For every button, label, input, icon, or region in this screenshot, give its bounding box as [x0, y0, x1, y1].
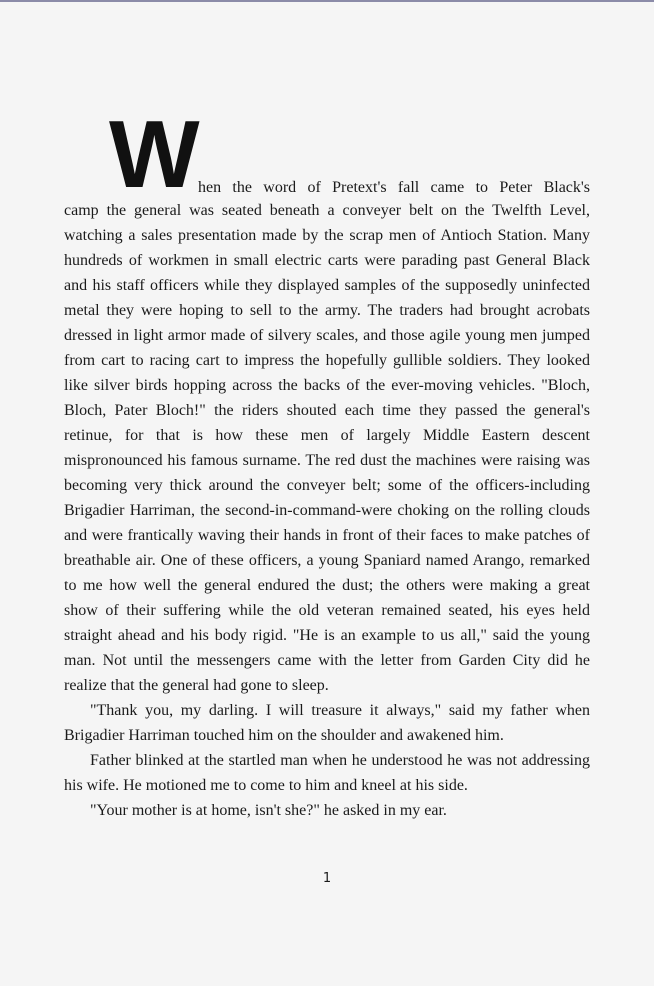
paragraph-your-mother: "Your mother is at home, isn't she?" he asked in my ear.: [90, 802, 447, 819]
drop-cap-row: [64, 101, 590, 208]
opening-paragraph: [64, 101, 590, 698]
paragraph-thank-you: "Thank you, my darling. I will treasure it always," said my father when Brigadier Harriman touched him on the shoulder and awakened him.: [64, 702, 590, 744]
page-body: [64, 101, 590, 823]
opening-first-line: hen the word of Pretext's fall came to Peter Black's: [198, 179, 590, 196]
paragraph-father-blinked: Father blinked at the startled man when he understood he was not addressing his wife. He motioned me to come to him and kneel at his side.: [64, 752, 590, 794]
opening-paragraph-text: camp the general was seated beneath a conveyer belt on the Twelfth Level, watching a sales presentation made by the scrap men of Antioch Station. Many hundreds of workmen in small electric carts were parading past General Black and his staff officers while they displayed samples of the supposedly uninfected metal they were hoping to sell to the army. The traders had brought acrobats dressed in light armor made of silvery scales, and those agile young men jumped from cart to racing cart to impress the hopefully gullible soldiers. They looked like silver birds hopping across the backs of the ever-moving vehicles. "Bloch, Bloch, Pater Bloch!" the riders shouted each time they passed the general's retinue, for that is how these men of largely Middle Eastern descent mispronounced his famous surname. The red dust the machines were raising was becoming very thick around the conveyer belt; some of the officers-including Brigadier Harriman, the second-in-command-were choking on the rolling clouds and were frantically waving their hands in front of their faces to make patches of breathable air. One of these officers, a young Spaniard named Arango, remarked to me how well the general endured the dust; the others were making a great show of their suffering while the old veteran remained seated, his eyes held straight ahead and his body rigid. "He is an example to us all," said the young man. Not until the messengers came with the letter from Garden City did he realize that the general had gone to sleep.: [64, 202, 590, 694]
page-number: 1: [322, 871, 332, 886]
top-border: [0, 0, 654, 2]
drop-cap: W: [109, 101, 198, 208]
